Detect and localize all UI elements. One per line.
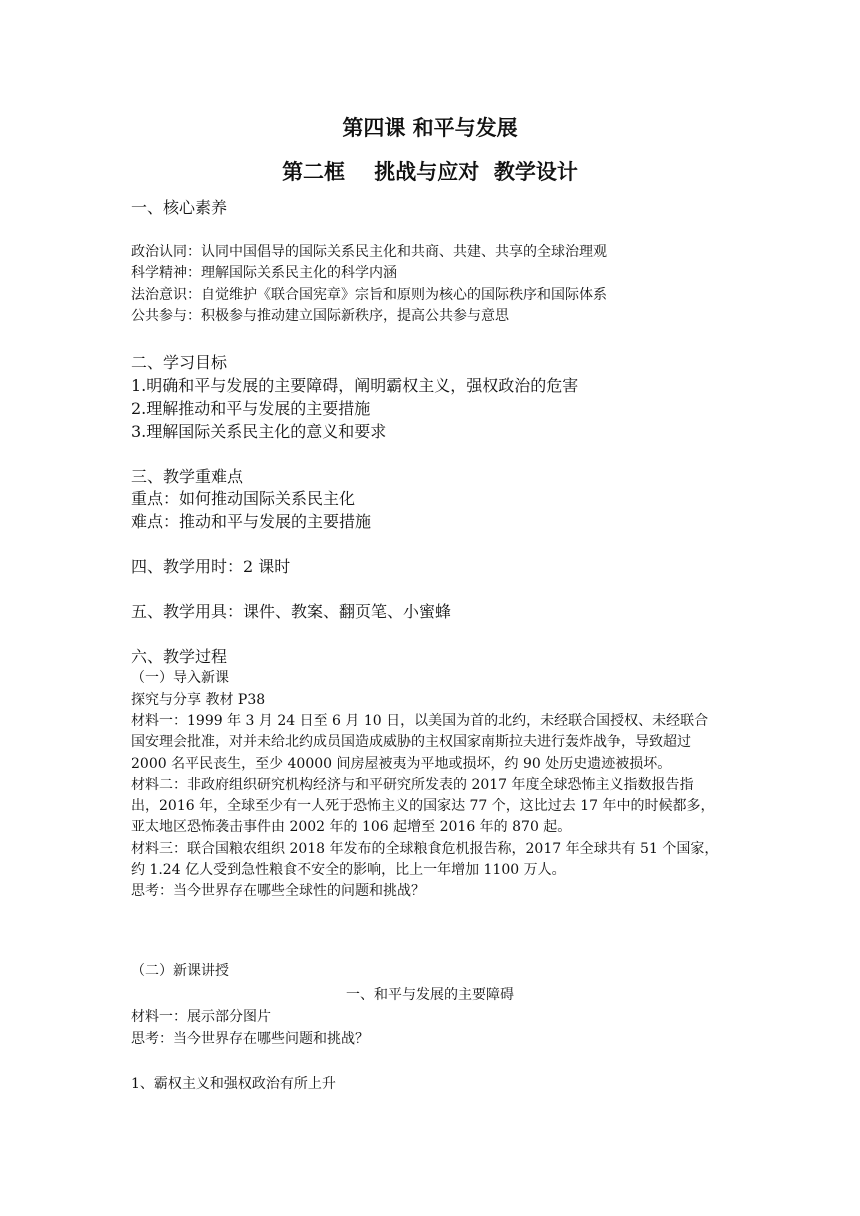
paragraph-line: 2000 名平民丧生，至少 40000 间房屋被夷为平地或损坏，约 90 处历史遗迹被损坏。 bbox=[131, 755, 672, 772]
paragraph-line: 材料一：1999 年 3 月 24 日至 6 月 10 日，以美国为首的北约，未经联合国授权、未经联合 bbox=[131, 713, 709, 729]
section-heading-duration: 四、教学用时：2 课时 bbox=[131, 557, 291, 576]
section-heading-tools: 五、教学用具：课件、教案、翻页笔、小蜜蜂 bbox=[131, 602, 452, 621]
centered-heading-obstacles: 一、和平与发展的主要障碍 bbox=[346, 987, 514, 1003]
paragraph-line: 亚太地区恐怖袭击事件由 2002 年的 106 起增至 2016 年的 870 起。 bbox=[131, 819, 572, 836]
list-item: 3.理解国际关系民主化的意义和要求 bbox=[131, 422, 387, 441]
subsection-heading-lesson: （二）新课讲授 bbox=[131, 963, 229, 979]
section-heading-process: 六、教学过程 bbox=[131, 647, 228, 666]
paragraph-line: 国安理会批准，对并未给北约成员国造成威胁的主权国家南斯拉夫进行轰炸战争，导致超过 bbox=[131, 734, 691, 751]
paragraph-line: 约 1.24 亿人受到急性粮食不安全的影响，比上一年增加 1100 万人。 bbox=[131, 862, 566, 879]
paragraph-line: 材料二：非政府组织研究机构经济与和平研究所发表的 2017 年度全球恐怖主义指数报告指 bbox=[131, 776, 694, 793]
document-title: 第四课 和平与发展 bbox=[342, 116, 518, 140]
paragraph-line: 材料一：展示部分图片 bbox=[131, 1009, 271, 1025]
intro-line: 探究与分享 教材 P38 bbox=[131, 692, 266, 708]
section-heading-key-points: 三、教学重难点 bbox=[131, 467, 244, 486]
list-item: 2.理解推动和平与发展的主要措施 bbox=[131, 399, 371, 418]
list-item: 政治认同：认同中国倡导的国际关系民主化和共商、共建、共享的全球治理观 bbox=[131, 244, 607, 260]
list-item: 公共参与：积极参与推动建立国际新秩序，提高公共参与意思 bbox=[131, 307, 509, 324]
core-literacy-list bbox=[131, 242, 731, 327]
section-heading-learning-goals: 二、学习目标 bbox=[131, 353, 228, 372]
subsection-heading-intro: （一）导入新课 bbox=[131, 670, 229, 686]
list-item: 1.明确和平与发展的主要障碍，阐明霸权主义，强权政治的危害 bbox=[131, 376, 579, 395]
paragraph-line: 思考：当今世界存在哪些问题和挑战？ bbox=[131, 1031, 369, 1047]
materials-block bbox=[131, 711, 731, 903]
paragraph-line: 思考：当今世界存在哪些全球性的问题和挑战？ bbox=[131, 883, 425, 900]
list-item: 难点：推动和平与发展的主要措施 bbox=[131, 512, 372, 531]
section-heading-core-literacy: 一、核心素养 bbox=[131, 198, 228, 217]
paragraph-line: 材料三：联合国粮农组织 2018 年发布的全球粮食危机报告称，2017 年全球共有 51 个国家， bbox=[131, 840, 719, 857]
document-subtitle: 第二框 挑战与应对 教学设计 bbox=[282, 160, 578, 184]
list-item: 重点：如何推动国际关系民主化 bbox=[131, 489, 356, 508]
paragraph-line: 出，2016 年，全球至少有一人死于恐怖主义的国家达 77 个，这比过去 17 年中的时候都多， bbox=[131, 798, 715, 815]
point-heading-hegemony: 1、霸权主义和强权政治有所上升 bbox=[131, 1076, 336, 1092]
list-item: 法治意识：自觉维护《联合国宪章》宗旨和原则为核心的国际秩序和国际体系 bbox=[131, 286, 607, 303]
list-item: 科学精神：理解国际关系民主化的科学内涵 bbox=[131, 265, 397, 282]
